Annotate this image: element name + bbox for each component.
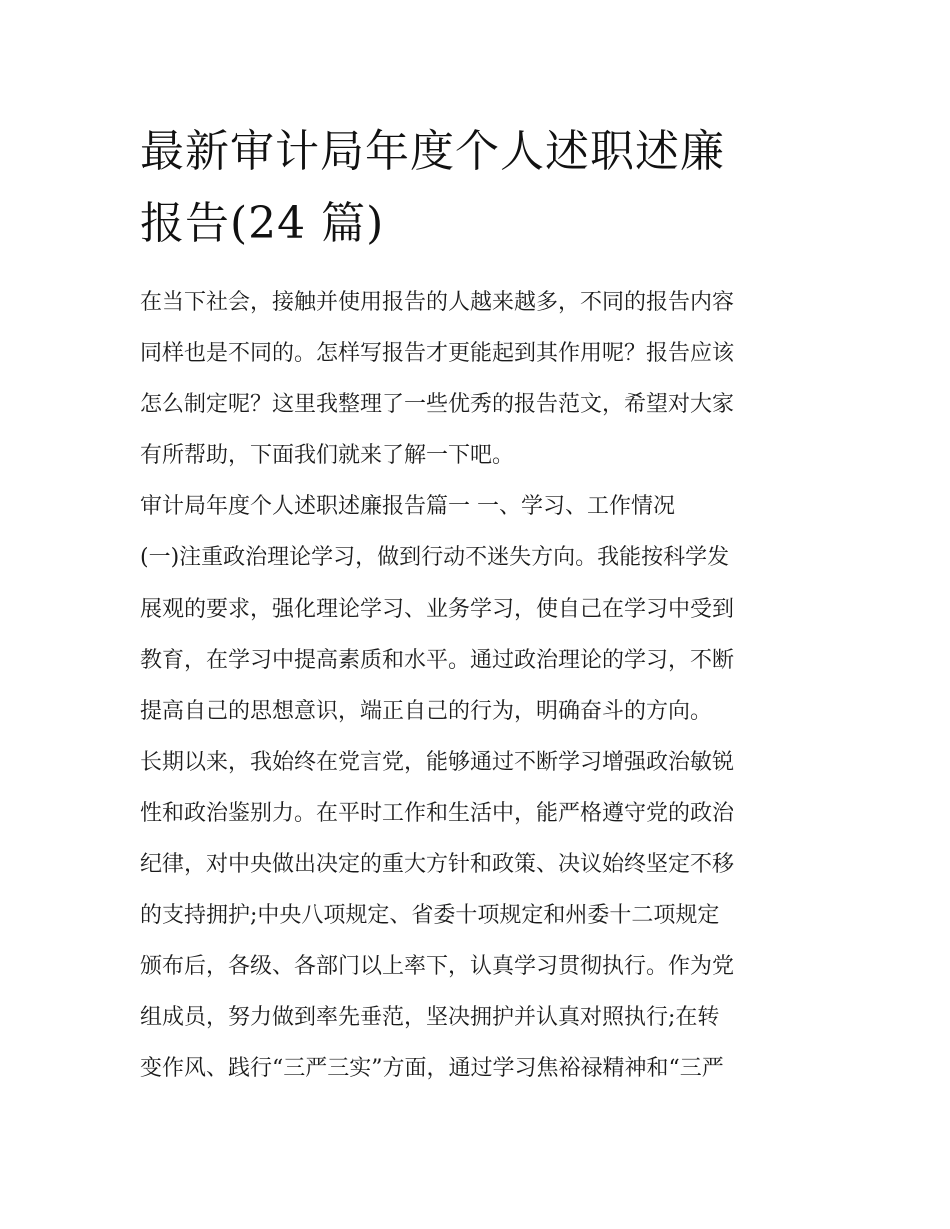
body-line: 长期以来，我始终在党言党，能够通过不断学习增强政治敏锐 xyxy=(140,749,735,775)
body-line: 颁布后，各级、各部门以上率下，认真学习贯彻执行。作为党 xyxy=(140,954,735,980)
body-line: (一)注重政治理论学习，做到行动不迷失方向。我能按科学发 xyxy=(140,545,730,571)
body-line: 怎么制定呢？这里我整理了一些优秀的报告范文，希望对大家 xyxy=(140,392,735,418)
body-line: 在当下社会，接触并使用报告的人越来越多，不同的报告内容 xyxy=(140,290,735,315)
body-line: 同样也是不同的。怎样写报告才更能起到其作用呢？报告应该 xyxy=(140,341,735,367)
body-line: 纪律，对中央做出决定的重大方针和政策、决议始终坚定不移 xyxy=(140,852,735,878)
title-line: 报告(24 篇) xyxy=(140,198,385,249)
body-line: 提高自己的思想意识，端正自己的行为，明确奋斗的方向。 xyxy=(140,698,713,724)
document-title xyxy=(140,116,820,260)
body-line: 性和政治鉴别力。在平时工作和生活中，能严格遵守党的政治 xyxy=(140,800,735,826)
document-body xyxy=(140,277,820,1095)
body-line: 教育，在学习中提高素质和水平。通过政治理论的学习，不断 xyxy=(140,647,735,673)
body-line: 的支持拥护;中央八项规定、省委十项规定和州委十二项规定 xyxy=(140,903,720,929)
body-line: 组成员，努力做到率先垂范，坚决拥护并认真对照执行;在转 xyxy=(140,1005,720,1031)
title-line: 最新审计局年度个人述职述廉 xyxy=(140,126,725,177)
body-line: 变作风、践行“三严三实”方面，通过学习焦裕禄精神和“三严 xyxy=(140,1056,724,1082)
section-heading-line: 审计局年度个人述职述廉报告篇一 一、学习、工作情况 xyxy=(140,494,675,520)
body-line: 展观的要求，强化理论学习、业务学习，使自己在学习中受到 xyxy=(140,596,735,622)
body-line: 有所帮助，下面我们就来了解一下吧。 xyxy=(140,443,515,469)
